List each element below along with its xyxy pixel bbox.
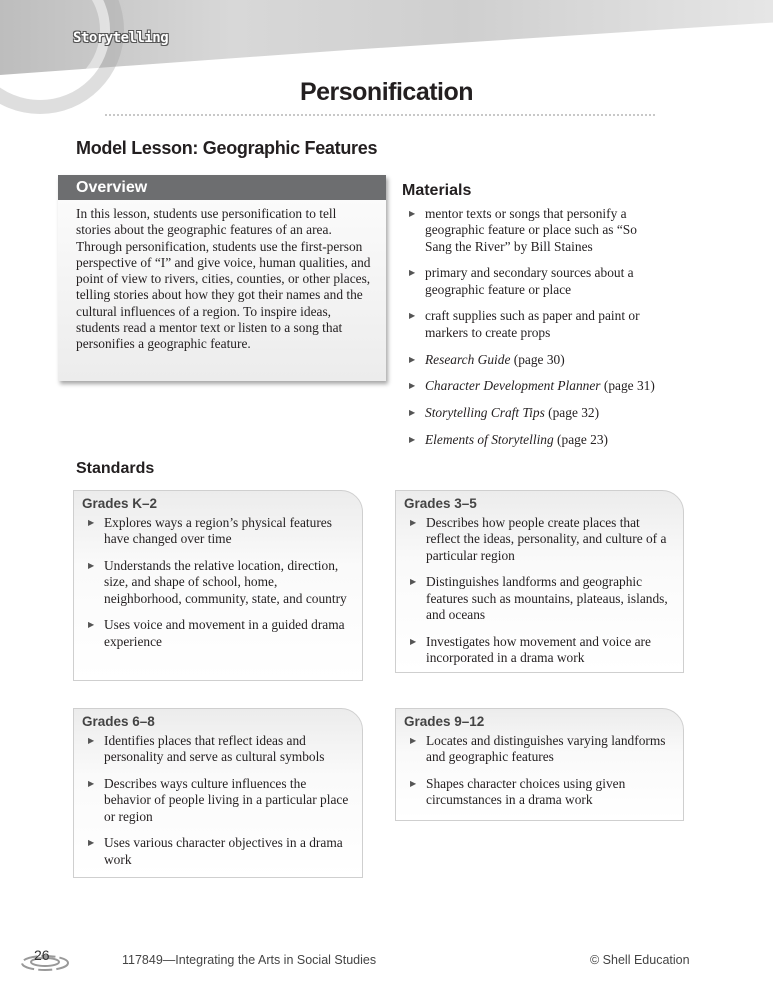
footer-publisher: © Shell Education (590, 953, 690, 967)
grade-label: Grades K–2 (82, 496, 158, 511)
list-item (403, 378, 665, 394)
page-number: 26 (34, 947, 50, 963)
standards-list (404, 515, 673, 666)
item-text: Uses voice and movement in a guided drama experience (104, 617, 345, 649)
lesson-title: Model Lesson: Geographic Features (76, 138, 378, 158)
list-item (82, 617, 352, 650)
item-text: Shapes character choices using given circumstances in a drama work (426, 776, 626, 808)
bullet-icon: ▶ (409, 381, 416, 391)
bullet-icon: ▶ (88, 838, 95, 848)
grade-label: Grades 9–12 (404, 714, 485, 729)
bullet-icon: ▶ (88, 518, 95, 527)
title-text: Elements of Storytelling (425, 431, 554, 447)
standards-box-6-8 (73, 708, 363, 878)
title-text: Character Development Planner (425, 378, 601, 394)
item-text: Locates and distinguishes varying landforms and geographic features (426, 733, 666, 765)
list-item (403, 405, 665, 421)
bullet-icon: ▶ (88, 620, 95, 630)
item-text: (page 30) (510, 351, 565, 367)
item-text: Investigates how movement and voice are incorporated in a drama work (426, 633, 651, 666)
standards-box-3-5 (395, 490, 684, 673)
dotted-divider (105, 114, 655, 116)
item-text: Explores ways a region’s physical features have changed over time (104, 515, 332, 547)
bullet-icon: ▶ (409, 434, 416, 444)
bullet-icon: ▶ (410, 577, 417, 587)
standards-list (82, 733, 352, 868)
list-item (404, 776, 673, 809)
list-item (82, 776, 352, 825)
list-item (404, 574, 673, 623)
bullet-icon: ▶ (409, 311, 416, 321)
item-text: (page 23) (553, 431, 608, 447)
list-item (403, 265, 665, 298)
bullet-icon: ▶ (409, 268, 416, 278)
item-text: Identifies places that reflect ideas and personality and serve as cultural symbols (104, 733, 325, 765)
standards-list (82, 515, 352, 650)
bullet-icon: ▶ (410, 736, 417, 745)
list-item (404, 515, 673, 564)
section-tag: Storytelling (73, 30, 169, 46)
item-text: (page 32) (544, 405, 600, 421)
bullet-icon: ▶ (409, 354, 416, 364)
bullet-icon: ▶ (410, 636, 417, 646)
item-text: (page 31) (600, 378, 655, 394)
title-text: Storytelling Craft Tips (425, 405, 545, 421)
bullet-icon: ▶ (88, 736, 95, 745)
list-item (403, 352, 665, 368)
item-text: Describes ways culture influences the behavior of people living in a particular place or region (104, 776, 349, 824)
overview-text: In this lesson, students use personification to tell stories about the geographic features of an area. Through personification, students use the first-person perspective of “I” and give voice, human qualities, and point of view to rivers, cities, counties, or other places, telling stories about how they got their names and the cultural influences of a region. To inspire ideas, students read a mentor text or listen to a song that personifies a geographic feature. (76, 206, 371, 352)
list-item (403, 308, 665, 341)
bullet-icon: ▶ (409, 209, 416, 218)
bullet-icon: ▶ (409, 408, 416, 418)
overview-box (58, 175, 386, 381)
item-text: Uses various character objectives in a drama work (104, 835, 343, 867)
bullet-icon: ▶ (88, 779, 95, 789)
standards-heading: Standards (76, 460, 155, 477)
list-item (82, 558, 352, 607)
bullet-icon: ▶ (410, 518, 417, 527)
item-text: Distinguishes landforms and geographic features such as mountains, plateaus, islands, and oceans (426, 574, 668, 622)
page-title: Personification (299, 78, 474, 106)
list-item (404, 733, 673, 766)
list-item (403, 432, 665, 448)
item-text: Understands the relative location, direction, size, and shape of school, home, neighborhood, community, state, and country (104, 558, 347, 606)
item-text: mentor texts or songs that personify a geographic feature or place such as “So Sang the River” by Bill Staines (425, 206, 637, 254)
standards-box-9-12 (395, 708, 684, 821)
standards-box-k2 (73, 490, 363, 681)
list-item (403, 206, 665, 255)
materials-list (403, 206, 665, 459)
list-item (82, 515, 352, 548)
standards-list (404, 733, 673, 809)
item-text: craft supplies such as paper and paint or markers to create props (425, 308, 640, 340)
grade-label: Grades 3–5 (404, 496, 477, 511)
grade-label: Grades 6–8 (82, 714, 155, 729)
bullet-icon: ▶ (410, 779, 417, 789)
item-text: primary and secondary sources about a geographic feature or place (425, 265, 634, 297)
overview-heading: Overview (58, 175, 386, 200)
title-text: Research Guide (425, 351, 511, 367)
footer-book-title: 117849—Integrating the Arts in Social Studies (122, 953, 377, 967)
materials-heading: Materials (402, 182, 472, 199)
list-item (404, 634, 673, 667)
item-text: Describes how people create places that reflect the ideas, personality, and culture of a particular region (426, 515, 667, 563)
list-item (82, 835, 352, 868)
bullet-icon: ▶ (88, 561, 95, 571)
list-item (82, 733, 352, 766)
